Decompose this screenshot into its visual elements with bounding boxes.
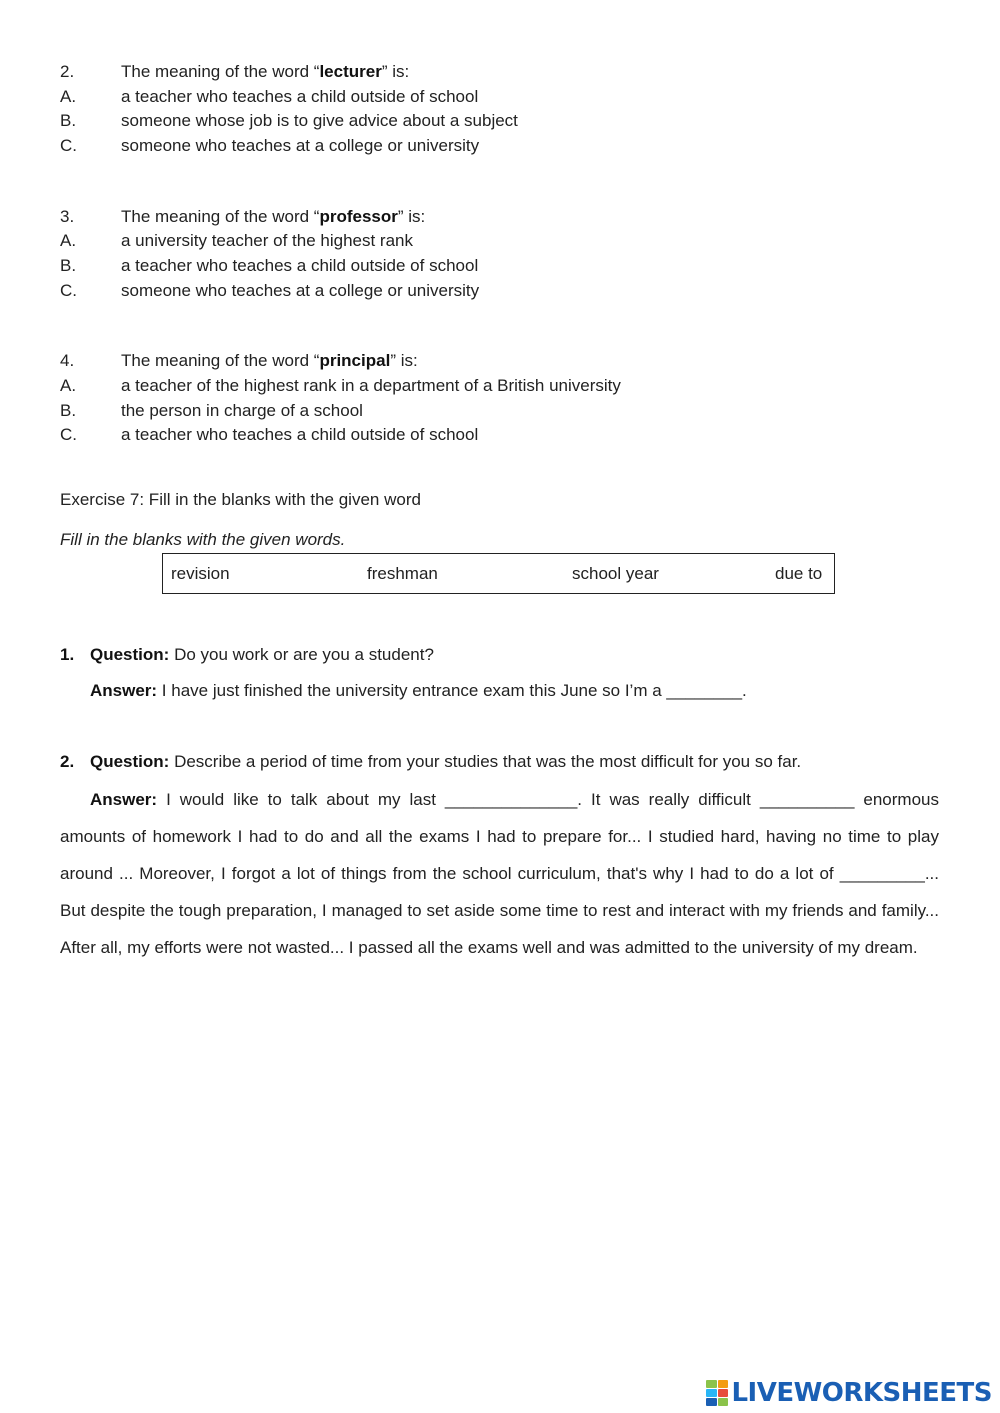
question-3-option-b[interactable]: B. a teacher who teaches a child outside of school: [60, 256, 479, 275]
exercise-question-2: 2. Question: Describe a period of time from your studies that was the most difficult for you so far.: [60, 752, 802, 771]
question-2-option-a[interactable]: A. a teacher who teaches a child outside of school: [60, 87, 479, 106]
question-4-option-c[interactable]: C. a teacher who teaches a child outside of school: [60, 425, 479, 444]
liveworksheets-logo-icon: [706, 1380, 728, 1406]
exercise-question-1: 1. Question: Do you work or are you a student?: [60, 645, 434, 664]
question-4-option-b[interactable]: B. the person in charge of a school: [60, 401, 363, 420]
question-4-stem: 4. The meaning of the word “principal” is:: [60, 351, 418, 370]
exercise-answer-1[interactable]: Answer: I have just finished the university entrance exam this June so I’m a ________.: [90, 681, 747, 700]
liveworksheets-logo: [706, 1376, 992, 1410]
question-3-option-c[interactable]: C. someone who teaches at a college or university: [60, 281, 480, 300]
question-2-option-c[interactable]: C. someone who teaches at a college or university: [60, 136, 480, 155]
word-bank-item: due to: [775, 564, 823, 583]
word-bank-item: school year: [572, 564, 659, 583]
word-bank-item: revision: [171, 564, 230, 583]
question-2-stem: 2. The meaning of the word “lecturer” is:: [60, 62, 410, 81]
logo-text: LIVEWORKSHEETS: [731, 1378, 992, 1408]
target-word: lecturer: [319, 62, 382, 81]
question-4-option-a[interactable]: A. a teacher of the highest rank in a department of a British university: [60, 376, 621, 395]
exercise-instruction: Fill in the blanks with the given words.: [60, 530, 346, 549]
exercise-answer-2[interactable]: Answer: I would like to talk about my last ______________. It was really difficult __________ enormous amounts of homework I had to do and all the exams I had to prepare for... I studied hard, having no time to play around ... Moreover, I forgot a lot of things from the school curriculum, that's why I had to do a lot of _________... But despite the tough preparation, I managed to set aside some time to rest and interact with my friends and family... After all, my efforts were not wasted... I passed all the exams well and was admitted to the university of my dream.: [60, 790, 939, 957]
question-2-option-b[interactable]: B. someone whose job is to give advice about a subject: [60, 111, 518, 130]
target-word: professor: [319, 207, 398, 226]
question-3-option-a[interactable]: A. a university teacher of the highest rank: [60, 231, 413, 250]
exercise-title: Exercise 7: Fill in the blanks with the given word: [60, 490, 421, 509]
question-3-stem: 3. The meaning of the word “professor” is:: [60, 207, 426, 226]
target-word: principal: [319, 351, 391, 370]
word-bank-item: freshman: [367, 564, 438, 583]
word-bank: [162, 553, 835, 594]
